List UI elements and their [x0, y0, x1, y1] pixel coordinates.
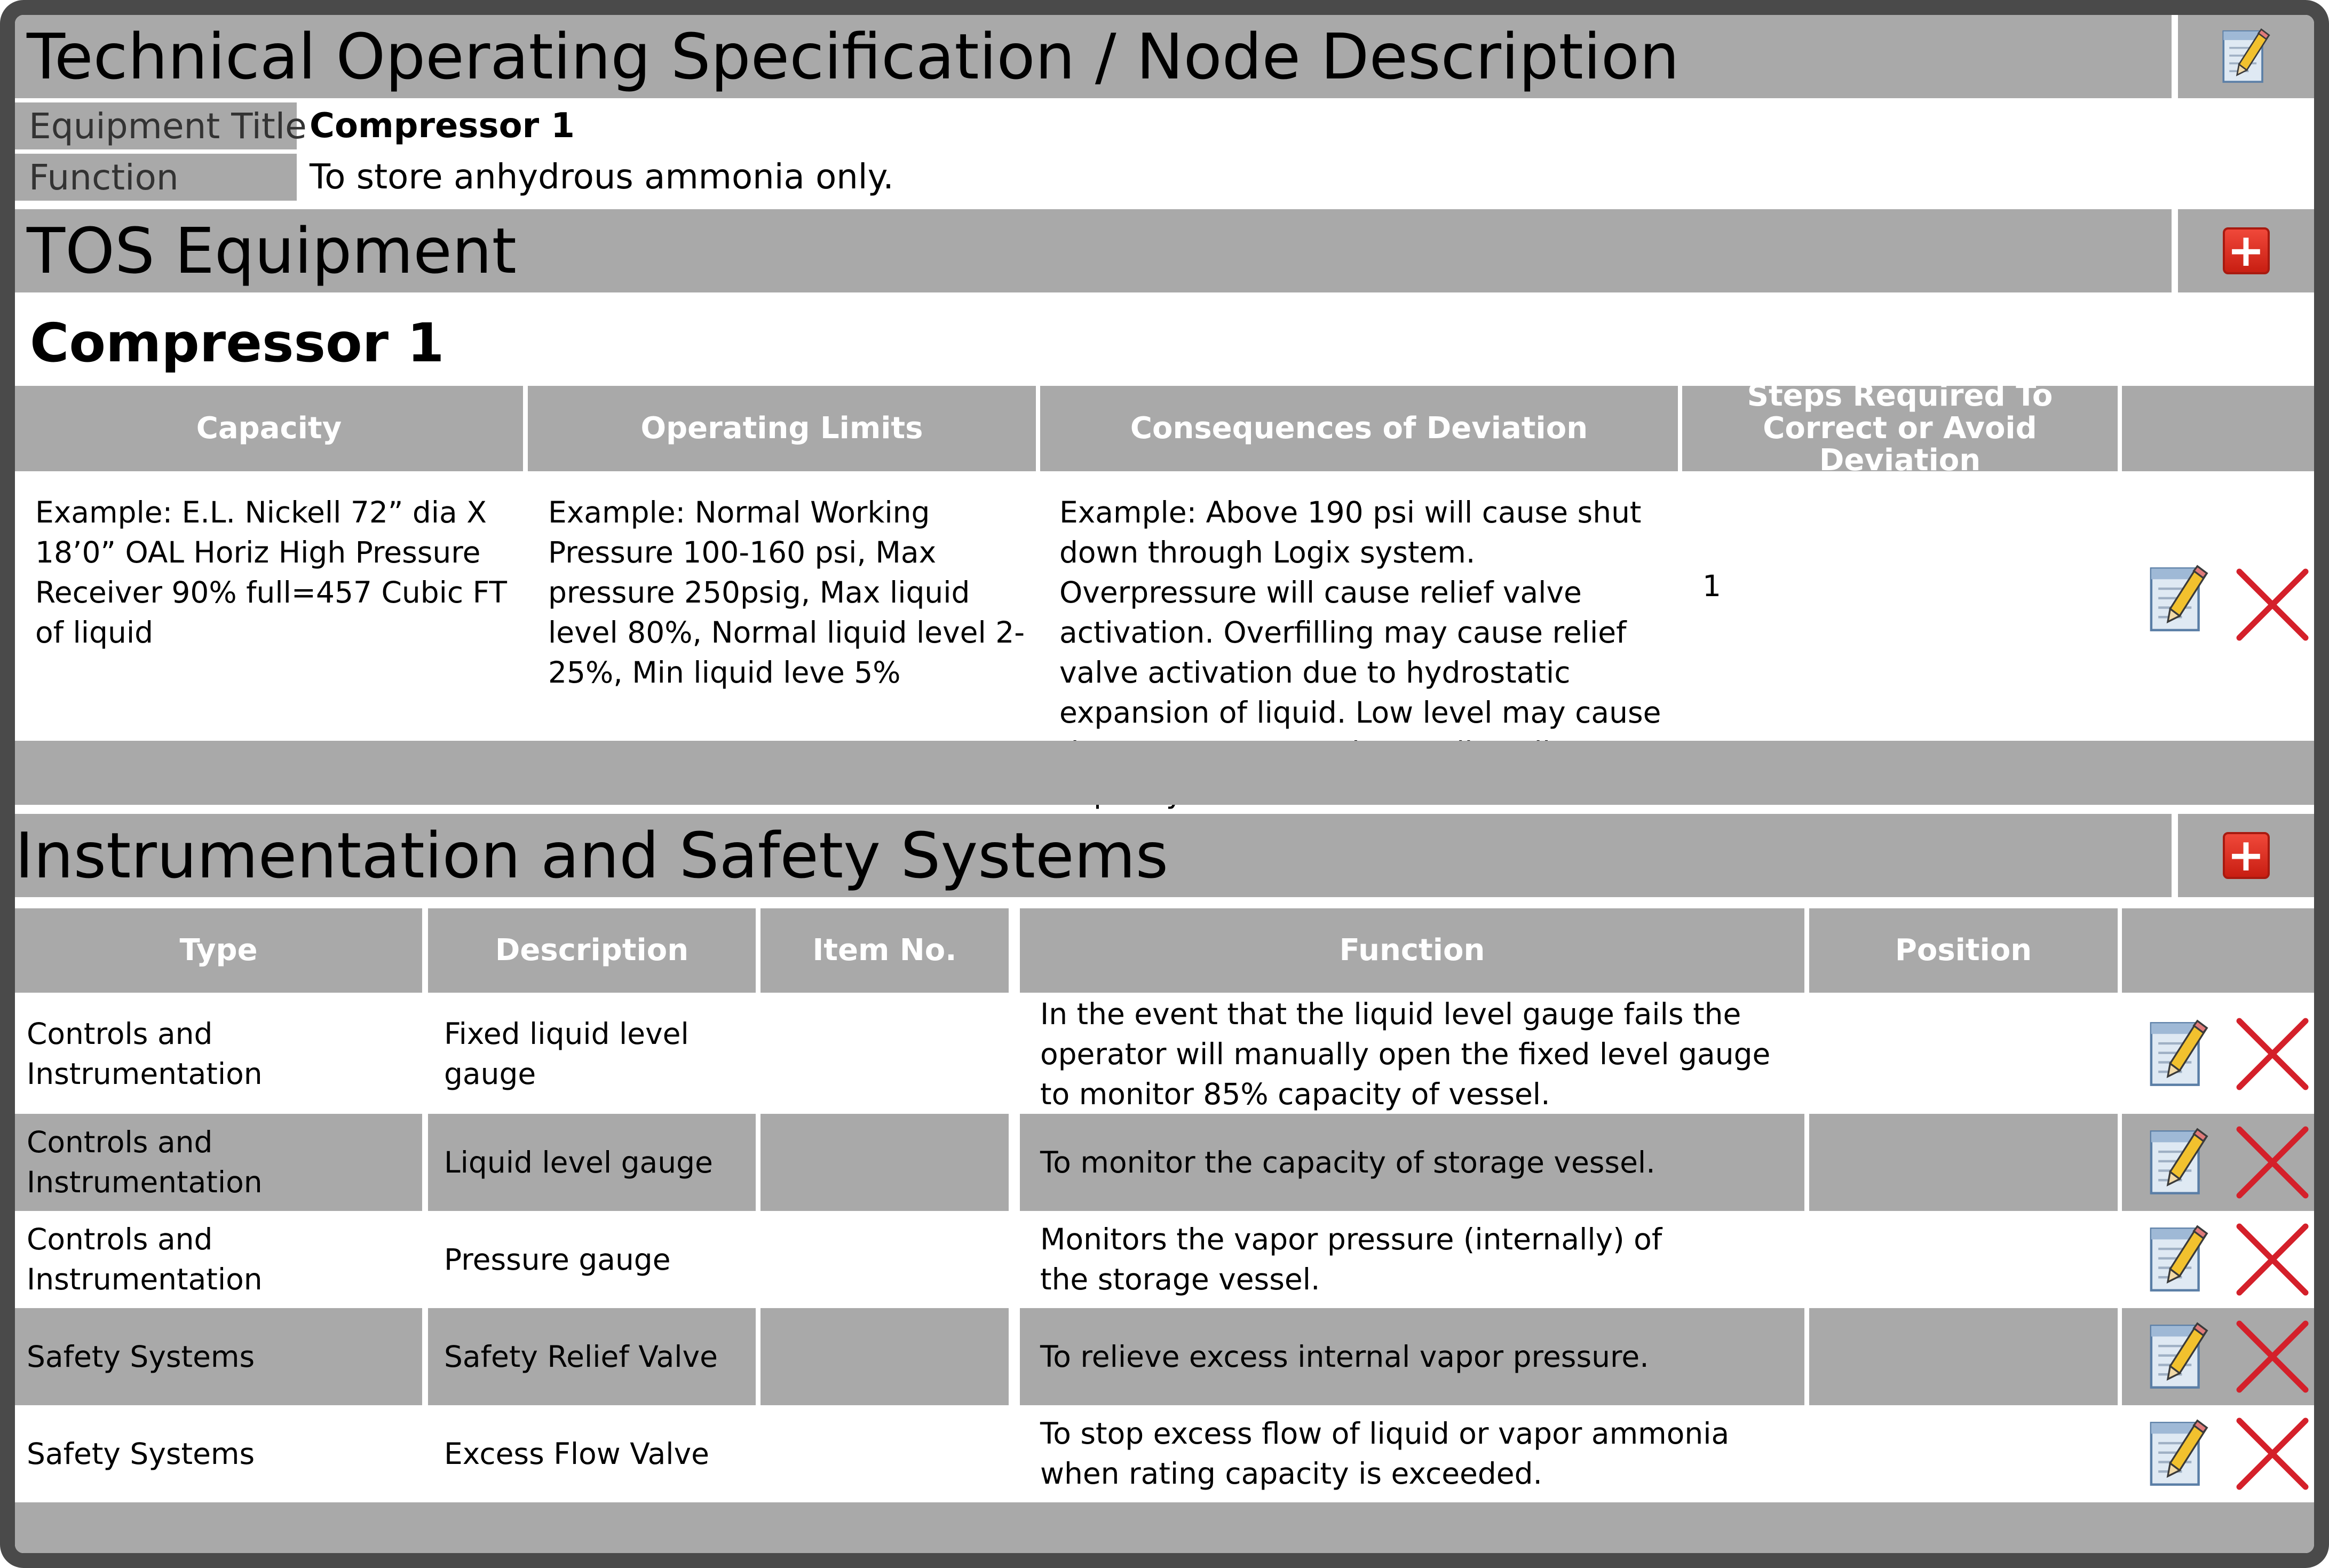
- edit-header-button[interactable]: [2178, 15, 2314, 98]
- row-item-no: [761, 1308, 1009, 1405]
- row-position: [1824, 1405, 2112, 1502]
- row-function: To stop excess flow of liquid or vapor ammonia when rating capacity is exceeded.: [1040, 1416, 1730, 1491]
- safety-section-title: Instrumentation and Safety Systems: [15, 814, 2172, 897]
- column-header-steps: Steps Required To Correct or Avoid Deviation: [1682, 386, 2118, 471]
- row-description: Pressure gauge: [444, 1242, 671, 1277]
- row-type: Safety Systems: [27, 1436, 255, 1471]
- add-icon: +: [2223, 832, 2270, 879]
- column-header-operating-limits: Operating Limits: [528, 386, 1036, 471]
- edit-icon: [2146, 1319, 2212, 1395]
- equipment-title-value: Compressor 1: [310, 106, 575, 146]
- edit-row-button[interactable]: [2144, 1122, 2214, 1202]
- row-function: To relieve excess internal vapor pressure.: [1020, 1308, 1804, 1405]
- edit-note-icon: [2220, 26, 2273, 88]
- row-position: [1824, 994, 2112, 1114]
- delete-icon: [2235, 1125, 2310, 1200]
- column-header-consequences: Consequences of Deviation: [1040, 386, 1678, 471]
- edit-icon: [2146, 1124, 2212, 1200]
- column-header-function: Function: [1020, 908, 1804, 993]
- equipment-footer-bar: [15, 741, 2314, 805]
- row-description: Safety Relief Valve: [428, 1308, 756, 1405]
- edit-row-button[interactable]: [2144, 1414, 2214, 1494]
- delete-row-button[interactable]: [2232, 1014, 2312, 1094]
- column-header-item-no: Item No.: [761, 908, 1009, 993]
- row-type: Safety Systems: [15, 1308, 422, 1405]
- equipment-capacity-cell: Example: E.L. Nickell 72” dia X 18’0” OAL Horiz High Pressure Receiver 90% full=457 Cubic FT of liquid: [35, 495, 507, 650]
- equipment-consequences-cell: Example: Above 190 psi will cause shut down through Logix system. Overpressure will cause relief valve activation. Overfilling may cause relief valve activation due to hydrostatic expansion of liquid. Low level may cause: [1059, 495, 1661, 730]
- edit-row-button[interactable]: [2144, 1317, 2214, 1397]
- row-description: Fixed liquid level gauge: [444, 1017, 689, 1091]
- delete-icon: [2235, 1017, 2310, 1091]
- edit-icon: [2146, 1416, 2212, 1492]
- edit-row-button[interactable]: [2144, 1014, 2214, 1094]
- add-equipment-button[interactable]: [2178, 209, 2314, 292]
- row-function: To monitor the capacity of storage vessel.: [1020, 1114, 1804, 1211]
- equipment-title-label: Equipment Title: [15, 102, 297, 149]
- column-header-actions: [2122, 386, 2314, 471]
- delete-row-button[interactable]: [2232, 1122, 2312, 1202]
- row-description: Excess Flow Valve: [444, 1436, 709, 1471]
- delete-icon: [2235, 1416, 2310, 1491]
- row-item-no: [773, 1211, 997, 1308]
- page-title: Technical Operating Specification / Node Description: [15, 15, 2172, 98]
- edit-icon: [2146, 561, 2212, 637]
- row-position: [1824, 1211, 2112, 1308]
- column-header-capacity: Capacity: [15, 386, 523, 471]
- tos-equipment-title: TOS Equipment: [15, 209, 2172, 292]
- row-item-no: [773, 994, 997, 1114]
- delete-row-button[interactable]: [2232, 1414, 2312, 1494]
- row-item-no: [761, 1114, 1009, 1211]
- row-description: Liquid level gauge: [428, 1114, 756, 1211]
- delete-equipment-button[interactable]: [2232, 565, 2312, 645]
- row-type: Controls and Instrumentation: [27, 1222, 263, 1296]
- equipment-steps-cell: 1: [1702, 568, 1721, 603]
- row-type: Controls and Instrumentation: [15, 1114, 422, 1211]
- edit-icon: [2146, 1222, 2212, 1297]
- table-row: [15, 1114, 2314, 1211]
- equipment-subtitle: Compressor 1: [30, 312, 445, 374]
- column-header-description: Description: [428, 908, 756, 993]
- edit-icon: [2146, 1016, 2212, 1092]
- add-icon: +: [2223, 227, 2270, 274]
- function-value: To store anhydrous ammonia only.: [310, 157, 894, 197]
- delete-icon: [2235, 1319, 2310, 1394]
- equipment-limits-cell: Example: Normal Working Pressure 100-160 psi, Max pressure 250psig, Max liquid level 80%, Normal liquid level 2-25%, Min liquid leve 5%: [548, 495, 1025, 690]
- delete-icon: [2235, 567, 2310, 642]
- add-safety-button[interactable]: [2178, 814, 2314, 897]
- table-row: [15, 1308, 2314, 1405]
- row-item-no: [773, 1405, 997, 1502]
- column-header-actions: [2122, 908, 2314, 993]
- table-row: [15, 1405, 2314, 1502]
- edit-equipment-button[interactable]: [2144, 559, 2214, 639]
- table-row: [15, 994, 2314, 1114]
- row-function: Monitors the vapor pressure (internally) of the storage vessel.: [1040, 1222, 1662, 1296]
- safety-footer-bar: [15, 1502, 2314, 1553]
- delete-row-button[interactable]: [2232, 1219, 2312, 1300]
- delete-icon: [2235, 1222, 2310, 1297]
- row-position: [1809, 1114, 2118, 1211]
- row-function: In the event that the liquid level gauge fails the operator will manually open the fixed level gauge to monitor 85% capacity of vessel.: [1040, 996, 1771, 1111]
- row-position: [1809, 1308, 2118, 1405]
- function-label: Function: [15, 154, 297, 201]
- edit-row-button[interactable]: [2144, 1219, 2214, 1300]
- column-header-type: Type: [15, 908, 422, 993]
- row-type: Controls and Instrumentation: [27, 1017, 263, 1091]
- delete-row-button[interactable]: [2232, 1317, 2312, 1397]
- table-row: [15, 1211, 2314, 1308]
- column-header-position: Position: [1809, 908, 2118, 993]
